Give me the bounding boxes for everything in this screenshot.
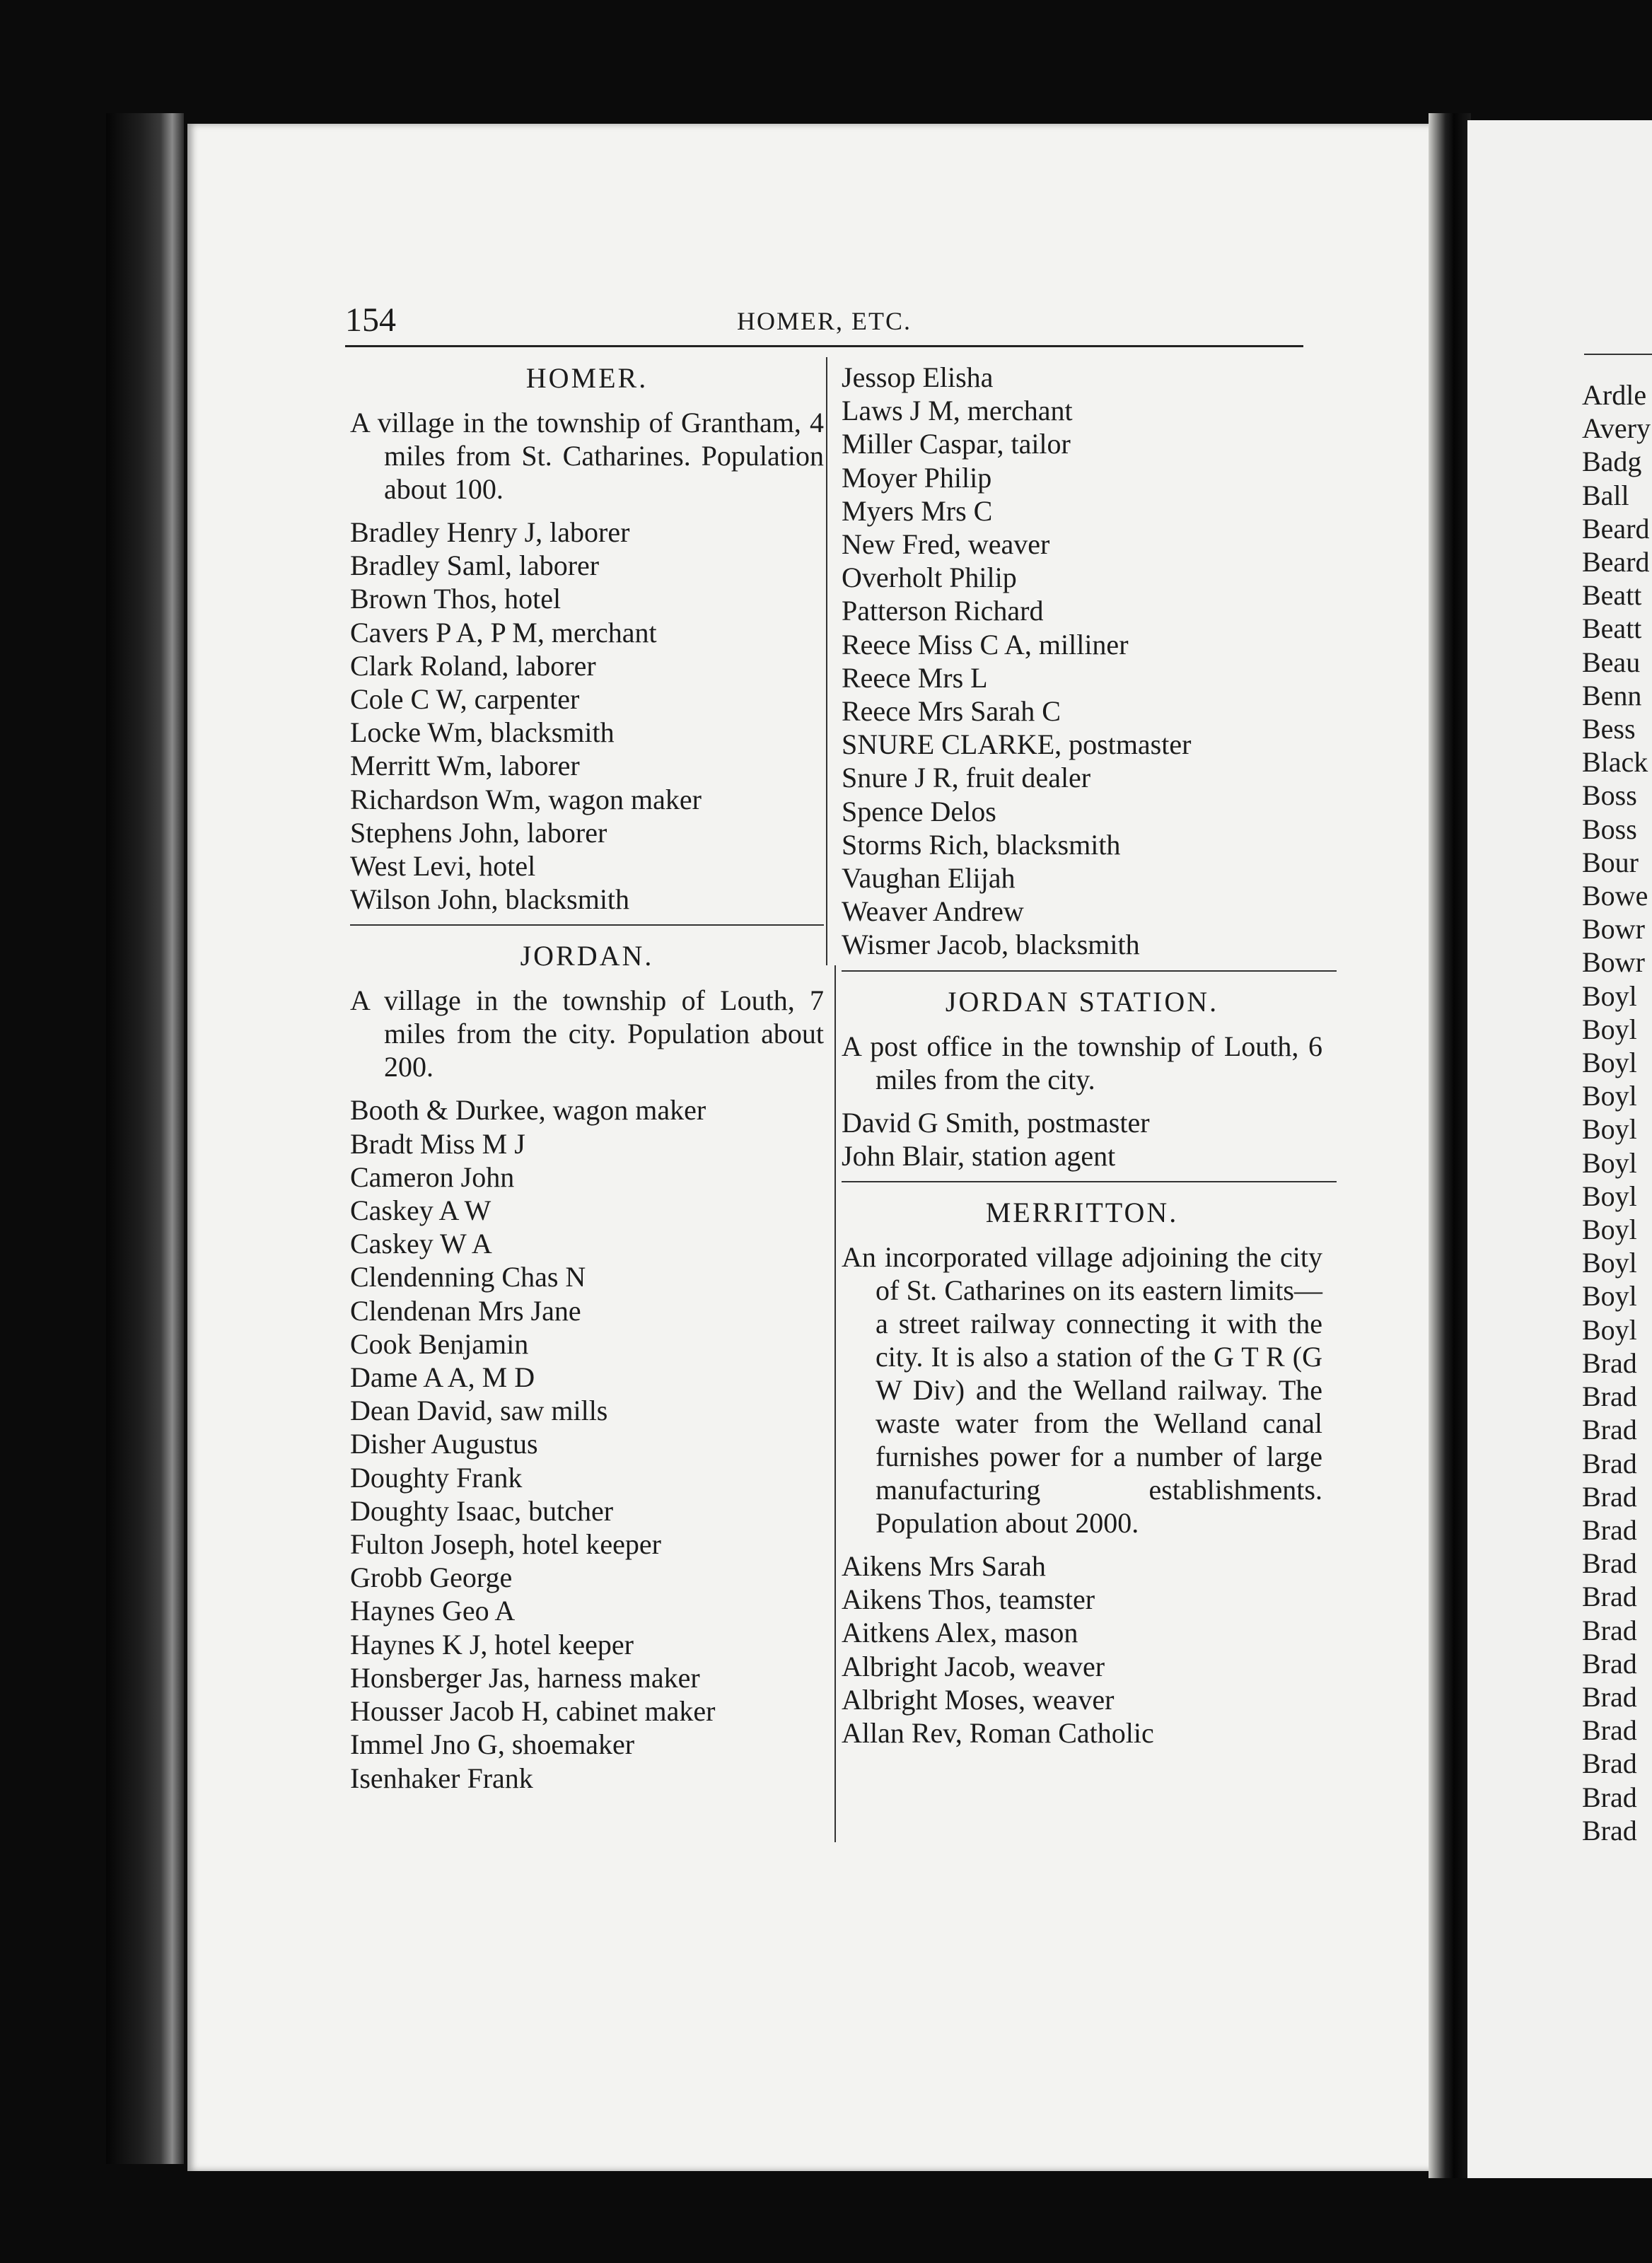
directory-entry: Booth & Durkee, wagon maker [350, 1094, 706, 1127]
facing-page-entry-fragment: Ball [1582, 479, 1629, 511]
right-column [842, 361, 1322, 1750]
directory-entry: Disher Augustus [350, 1428, 538, 1460]
directory-entry: Allan Rev, Roman Catholic [842, 1717, 1154, 1750]
directory-entry: Housser Jacob H, cabinet maker [350, 1695, 716, 1728]
section-title: MERRITTON. [985, 1197, 1179, 1229]
section-title: JORDAN STATION. [945, 985, 1219, 1018]
facing-page-entry-fragment: Avery [1582, 412, 1651, 445]
facing-page-entry-fragment: Brad [1582, 1581, 1637, 1613]
directory-entry: Locke Wm, blacksmith [350, 716, 615, 749]
section-jordan-continued [842, 361, 1322, 962]
directory-entry: Honsberger Jas, harness maker [350, 1661, 700, 1694]
directory-entry: Spence Delos [842, 795, 996, 827]
directory-list [842, 361, 1322, 962]
directory-list [350, 516, 824, 916]
facing-page-entry-fragment: Brad [1582, 1747, 1637, 1780]
directory-entry: Isenhaker Frank [350, 1762, 533, 1794]
section-rule [350, 924, 824, 926]
book-binding-shadow [106, 113, 184, 2164]
directory-entry: Albright Jacob, weaver [842, 1650, 1105, 1682]
facing-page-entry-fragment: Boyl [1582, 1214, 1637, 1246]
section-description: An incorporated village adjoining the city of St. Catharines on its eastern limits—a street railway connecting it with the city. It is also a station of the G T R (G W Div) and the Welland railway. The waste water from the Welland canal furnishes power for a number of large manufacturing establishments. Population about 2000. [842, 1241, 1322, 1540]
facing-page-entry-fragment: Ardle [1582, 379, 1647, 411]
directory-entry: Cavers P A, P M, merchant [350, 616, 657, 648]
directory-entry: David G Smith, postmaster [842, 1106, 1150, 1139]
directory-entry: Caskey W A [350, 1228, 492, 1260]
facing-page-entry-fragment: Beau [1582, 646, 1641, 678]
directory-entry: Reece Miss C A, milliner [842, 628, 1129, 661]
directory-entry: Grobb George [350, 1561, 513, 1594]
directory-list [842, 1106, 1322, 1173]
facing-page-entry-fragment: Boyl [1582, 1013, 1637, 1045]
directory-entry: Cook Benjamin [350, 1327, 529, 1360]
directory-entry: Bradt Miss M J [350, 1127, 525, 1160]
directory-entry: Miller Caspar, tailor [842, 428, 1071, 460]
directory-entry: Clendenan Mrs Jane [350, 1294, 581, 1327]
directory-entry: Caskey A W [350, 1194, 491, 1227]
directory-entry: Storms Rich, blacksmith [842, 828, 1121, 861]
facing-page-rule [1584, 354, 1652, 355]
left-column [350, 361, 824, 1795]
directory-entry: Dame A A, M D [350, 1361, 535, 1394]
section-jordan [350, 938, 824, 1794]
directory-entry: Brown Thos, hotel [350, 583, 562, 615]
directory-entry: John Blair, station agent [842, 1139, 1116, 1172]
facing-page-list [1582, 378, 1651, 1847]
facing-page-entry-fragment: Bour [1582, 846, 1639, 878]
directory-entry: Cole C W, carpenter [350, 683, 580, 716]
directory-entry: Overholt Philip [842, 562, 1017, 594]
facing-page-entry-fragment: Boyl [1582, 1247, 1637, 1279]
section-description: A post office in the township of Louth, 6 miles from the city. [842, 1030, 1322, 1095]
column-divider-upper [826, 357, 827, 965]
facing-page-entry-fragment: Bowr [1582, 913, 1645, 946]
section-title: JORDAN. [520, 940, 654, 972]
directory-entry: Wismer Jacob, blacksmith [842, 929, 1140, 961]
section-title: HOMER. [525, 362, 648, 394]
directory-list [350, 1093, 824, 1794]
directory-entry: Weaver Andrew [842, 895, 1024, 928]
facing-page-entry-fragment: Brad [1582, 1414, 1637, 1446]
facing-page-entry-fragment: Benn [1582, 679, 1642, 711]
directory-entry: Reece Mrs Sarah C [842, 695, 1061, 728]
directory-entry: Jessop Elisha [842, 361, 994, 393]
directory-entry: Vaughan Elijah [842, 862, 1016, 895]
directory-list [842, 1549, 1322, 1750]
facing-page-entry-fragment: Brad [1582, 1781, 1637, 1813]
section-description: A village in the township of Grantham, 4 miles from St. Catharines. Population about 100. [350, 407, 824, 505]
facing-page-entry-fragment: Brad [1582, 1380, 1637, 1413]
facing-page-entry-fragment: Beatt [1582, 579, 1642, 612]
facing-page-entry-fragment: Beard [1582, 546, 1650, 578]
directory-entry: Cameron John [350, 1160, 515, 1193]
facing-page-entry-fragment: Bess [1582, 713, 1636, 745]
directory-entry: Richardson Wm, wagon maker [350, 783, 702, 815]
section-rule [842, 1181, 1337, 1182]
facing-page-entry-fragment: Brad [1582, 1547, 1637, 1580]
facing-page-entry-fragment: Boyl [1582, 1047, 1637, 1079]
directory-entry: Clark Roland, laborer [350, 649, 596, 682]
directory-entry: Stephens John, laborer [350, 816, 607, 849]
facing-page-entry-fragment: Brad [1582, 1447, 1637, 1479]
directory-entry: Clendenning Chas N [350, 1261, 586, 1293]
directory-entry: Haynes Geo A [350, 1595, 516, 1627]
directory-entry: Reece Mrs L [842, 661, 988, 694]
directory-entry: Moyer Philip [842, 461, 992, 494]
facing-page-entry-fragment: Boyl [1582, 1113, 1637, 1146]
running-head [345, 301, 1303, 343]
facing-page-entry-fragment: Boyl [1582, 979, 1637, 1012]
directory-entry: Immel Jno G, shoemaker [350, 1728, 635, 1761]
facing-page-entry-fragment: Brad [1582, 1480, 1637, 1513]
facing-page-entry-fragment: Brad [1582, 1513, 1637, 1546]
facing-page-entry-fragment: Brad [1582, 1814, 1637, 1846]
header-rule [345, 345, 1303, 347]
directory-entry: SNURE CLARKE, postmaster [842, 728, 1192, 761]
directory-entry: Patterson Richard [842, 595, 1044, 627]
section-merritton [842, 1195, 1322, 1750]
directory-entry: Merritt Wm, laborer [350, 750, 580, 782]
page-number: 154 [345, 301, 396, 339]
directory-entry: Doughty Frank [350, 1461, 523, 1494]
facing-page-entry-fragment: Bowr [1582, 946, 1645, 979]
facing-page-entry-fragment: Boyl [1582, 1080, 1637, 1112]
facing-page-entry-fragment: Beard [1582, 512, 1650, 545]
section-homer [350, 361, 824, 916]
facing-page-entry-fragment: Boss [1582, 779, 1637, 812]
section-rule [842, 970, 1337, 972]
facing-page-entry-fragment: Boss [1582, 813, 1637, 845]
directory-entry: Aitkens Alex, mason [842, 1617, 1078, 1649]
facing-page-entry-fragment: Boyl [1582, 1313, 1637, 1346]
section-description: A village in the township of Louth, 7 miles from the city. Population about 200. [350, 984, 824, 1083]
directory-entry: Doughty Isaac, butcher [350, 1494, 614, 1527]
directory-entry: Fulton Joseph, hotel keeper [350, 1528, 661, 1561]
directory-entry: New Fred, weaver [842, 528, 1050, 561]
directory-entry: Myers Mrs C [842, 494, 993, 527]
facing-page-entry-fragment: Black [1582, 746, 1648, 779]
directory-entry: Aikens Mrs Sarah [842, 1550, 1046, 1583]
directory-entry: West Levi, hotel [350, 850, 536, 883]
directory-entry: Laws J M, merchant [842, 395, 1073, 427]
facing-page-entry-fragment: Boyl [1582, 1180, 1637, 1212]
directory-entry: Bradley Saml, laborer [350, 549, 600, 582]
running-title: HOMER, ETC. [737, 307, 912, 335]
facing-page-entry-fragment: Badg [1582, 446, 1642, 478]
book-gutter [1429, 113, 1471, 2178]
facing-page-entry-fragment: Bowe [1582, 880, 1648, 912]
directory-entry: Dean David, saw mills [350, 1395, 608, 1427]
facing-page [1467, 120, 1652, 2178]
facing-page-entry-fragment: Beatt [1582, 612, 1642, 645]
facing-page-entry-fragment: Boyl [1582, 1146, 1637, 1179]
facing-page-entry-fragment: Brad [1582, 1680, 1637, 1713]
directory-entry: Albright Moses, weaver [842, 1683, 1115, 1716]
directory-entry: Aikens Thos, teamster [842, 1583, 1095, 1616]
facing-page-entry-fragment: Boyl [1582, 1280, 1637, 1313]
facing-page-entry-fragment: Brad [1582, 1714, 1637, 1747]
directory-entry: Bradley Henry J, laborer [350, 516, 630, 548]
section-jordan-station [842, 984, 1322, 1173]
facing-page-entry-fragment: Brad [1582, 1346, 1637, 1379]
facing-page-entry-fragment: Brad [1582, 1647, 1637, 1680]
directory-entry: Wilson John, blacksmith [350, 883, 630, 916]
directory-entry: Haynes K J, hotel keeper [350, 1628, 634, 1660]
facing-page-entry-fragment: Brad [1582, 1614, 1637, 1646]
directory-entry: Snure J R, fruit dealer [842, 762, 1091, 794]
column-divider-lower [834, 965, 836, 1842]
